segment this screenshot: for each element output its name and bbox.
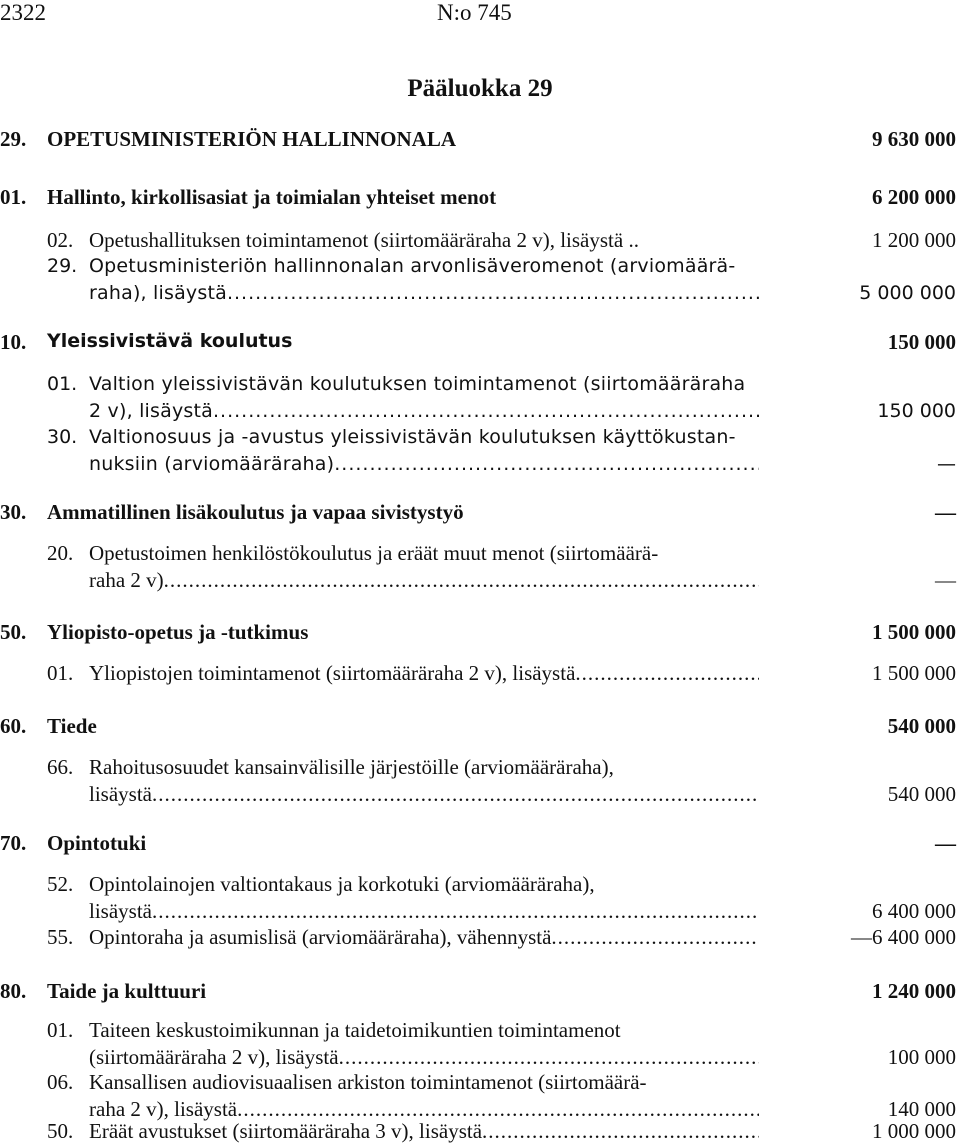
item-text-line-2: (siirtomääräraha 2 v), lisäystä bbox=[89, 1045, 339, 1069]
section-amount: 150 000 bbox=[887, 330, 956, 354]
item-text: Yliopistojen toimintamenot (siirtomääräraha 2 v), lisäystä bbox=[89, 661, 576, 685]
section-number: 01. bbox=[0, 185, 27, 209]
item-text: Opintoraha ja asumislisä (arviomääräraha), vähennystä bbox=[89, 925, 552, 949]
section-title: Taide ja kulttuuri bbox=[47, 979, 207, 1003]
item-amount: 100 000 bbox=[887, 1045, 956, 1069]
item-number: 30. bbox=[47, 426, 78, 448]
section-70 bbox=[0, 831, 956, 857]
section-80 bbox=[0, 979, 956, 1005]
main-heading: Pääluokka 29 bbox=[407, 75, 553, 102]
item-text-line-2: lisäystä bbox=[89, 782, 152, 806]
item-number: 01. bbox=[47, 373, 78, 395]
item-number: 06. bbox=[47, 1070, 74, 1094]
item-amount: 1 500 000 bbox=[872, 661, 956, 685]
section-title: Yleissivistävä koulutus bbox=[47, 330, 293, 352]
item-text-line-1: Valtion yleissivistävän koulutuksen toimintamenot (siirtomääräraha bbox=[89, 373, 746, 395]
item-text-line-2: nuksiin (arviomääräraha) bbox=[89, 453, 335, 475]
dot-leader bbox=[575, 660, 759, 687]
section-title: Ammatillinen lisäkoulutus ja vapaa sivistystyö bbox=[47, 500, 464, 524]
dot-leader bbox=[164, 567, 759, 594]
item-number: 02. bbox=[47, 228, 74, 252]
section-amount: 1 500 000 bbox=[872, 620, 956, 644]
dot-leader bbox=[227, 280, 759, 307]
item-text-line-2: raha), lisäystä bbox=[89, 282, 227, 304]
section-50 bbox=[0, 620, 956, 646]
item-amount: —6 400 000 bbox=[851, 925, 956, 949]
section-30 bbox=[0, 500, 956, 526]
item-amount: 140 000 bbox=[887, 1097, 956, 1121]
item-text-line-1: Opintolainojen valtiontakaus ja korkotuki (arviomääräraha), bbox=[89, 872, 595, 896]
section-01 bbox=[0, 185, 956, 211]
section-title: Yliopisto-opetus ja -tutkimus bbox=[47, 620, 309, 644]
dot-leader bbox=[551, 924, 759, 951]
section-amount: 1 240 000 bbox=[872, 979, 956, 1003]
item-amount: 6 400 000 bbox=[872, 899, 956, 923]
section-number: 50. bbox=[0, 620, 27, 644]
dot-leader bbox=[482, 1118, 759, 1145]
dot-leader bbox=[334, 451, 759, 478]
section-title: Opintotuki bbox=[47, 831, 147, 855]
section-amount: 540 000 bbox=[887, 714, 956, 738]
item-number: 52. bbox=[47, 872, 74, 896]
item-number: 50. bbox=[47, 1119, 74, 1143]
section-amount: — bbox=[935, 831, 956, 855]
item-text-line-1: Kansallisen audiovisuaalisen arkiston toimintamenot (siirtomäärä- bbox=[89, 1070, 647, 1094]
item-text-line-2: lisäystä bbox=[89, 899, 152, 923]
section-number: 30. bbox=[0, 500, 27, 524]
item-text-line-1: Rahoitusosuudet kansainvälisille järjestöille (arviomääräraha), bbox=[89, 755, 614, 779]
section-amount: — bbox=[935, 500, 956, 524]
section-number: 10. bbox=[0, 330, 27, 354]
item-amount: 540 000 bbox=[887, 782, 956, 806]
item-number: 29. bbox=[47, 255, 78, 277]
item-number: 55. bbox=[47, 925, 74, 949]
item-text: Eräät avustukset (siirtomääräraha 3 v), lisäystä bbox=[89, 1119, 483, 1143]
section-amount: 9 630 000 bbox=[872, 127, 956, 151]
dot-leader bbox=[152, 898, 759, 925]
item-amount: 5 000 000 bbox=[859, 282, 956, 304]
section-10 bbox=[0, 330, 956, 356]
item-number: 20. bbox=[47, 541, 74, 565]
section-title: Hallinto, kirkollisasiat ja toimialan yhteiset menot bbox=[47, 185, 497, 209]
dot-leader bbox=[152, 781, 759, 808]
page-header bbox=[0, 0, 960, 30]
section-60 bbox=[0, 714, 956, 740]
issue-number: N:o 745 bbox=[437, 0, 512, 25]
item-text-line-1: Valtionosuus ja -avustus yleissivistävän koulutuksen käyttökustan- bbox=[89, 426, 736, 448]
item-amount: — bbox=[937, 453, 956, 475]
dot-leader bbox=[213, 398, 759, 425]
item-text-line-1: Opetustoimen henkilöstökoulutus ja eräät muut menot (siirtomäärä- bbox=[89, 541, 659, 565]
section-title: Tiede bbox=[47, 714, 97, 738]
dot-leader bbox=[339, 1044, 759, 1071]
section-title: OPETUSMINISTERIÖN HALLINNONALA bbox=[47, 127, 456, 151]
section-number: 29. bbox=[0, 127, 27, 151]
section-number: 80. bbox=[0, 979, 27, 1003]
item-amount: 1 200 000 bbox=[872, 228, 956, 252]
item-text-line-1: Taiteen keskustoimikunnan ja taidetoimikuntien toimintamenot bbox=[89, 1018, 621, 1042]
item-text-line-2: 2 v), lisäystä bbox=[89, 400, 213, 422]
item-text-line-1: Opetusministeriön hallinnonalan arvonlisäveromenot (arviomäärä- bbox=[89, 255, 736, 277]
item-number: 66. bbox=[47, 755, 74, 779]
item-number: 01. bbox=[47, 1018, 74, 1042]
section-amount: 6 200 000 bbox=[872, 185, 956, 209]
item-amount: 1 000 000 bbox=[872, 1119, 956, 1143]
item-text: Opetushallituksen toimintamenot (siirtomääräraha 2 v), lisäystä .. bbox=[89, 228, 639, 252]
item-number: 01. bbox=[47, 661, 74, 685]
section-number: 60. bbox=[0, 714, 27, 738]
page-number: 2322 bbox=[0, 0, 46, 25]
top-section bbox=[0, 127, 956, 153]
item-amount: — bbox=[935, 568, 956, 592]
item-text-line-2: raha 2 v), lisäystä bbox=[89, 1097, 238, 1121]
item-text-line-2: raha 2 v) bbox=[89, 568, 164, 592]
item-amount: 150 000 bbox=[877, 400, 956, 422]
section-number: 70. bbox=[0, 831, 27, 855]
